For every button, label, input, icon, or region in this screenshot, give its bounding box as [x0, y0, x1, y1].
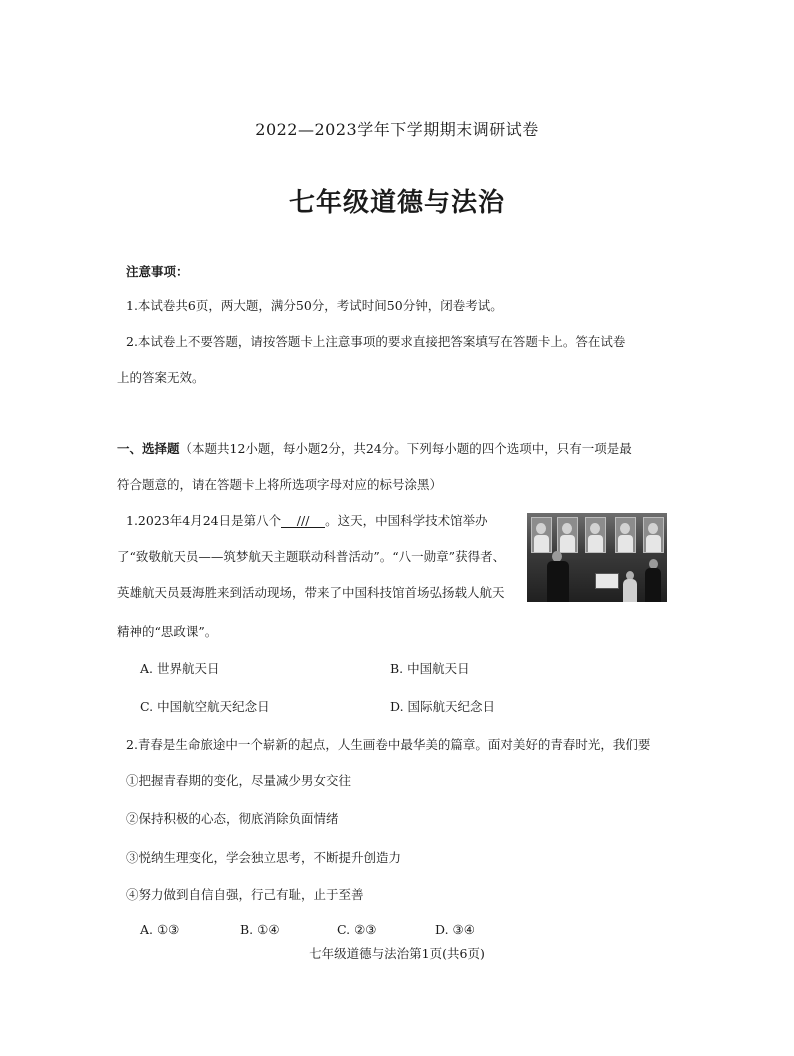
section-1-description: （本题共12小题，每小题2分，共24分。下列每小题的四个选项中，只有一项是最	[179, 441, 632, 456]
q1-line-3: 英雄航天员聂海胜来到活动现场，带来了中国科技馆首场弘扬载人航天	[117, 585, 505, 600]
q1-stem-start: 1.2023年4月24日是第八个	[126, 513, 282, 528]
notice-item-2-line-1: 2.本试卷上不要答题，请按答题卡上注意事项的要求直接把答案填写在答题卡上。答在试卷	[126, 334, 626, 349]
section-1-heading: 一、选择题	[117, 441, 180, 456]
q2-item-3: ③悦纳生理变化，学会独立思考，不断提升创造力	[126, 850, 402, 865]
q1-answer-blank: ///	[281, 514, 325, 528]
section-1-line-1	[117, 439, 632, 457]
q2-stem: 2.青春是生命旅途中一个崭新的起点，人生画卷中最华美的篇章。面对美好的青春时光，我们要	[126, 737, 651, 752]
page-footer: 七年级道德与法治第1页(共6页)	[309, 946, 485, 961]
q2-item-2: ②保持积极的心态，彻底消除负面情绪	[126, 811, 339, 826]
q2-option-a: A. ①③	[140, 922, 180, 937]
q1-option-c: C. 中国航空航天纪念日	[140, 699, 270, 714]
q1-line-2: 了“致敬航天员——筑梦航天主题联动科普活动”。“八一勋章”获得者、	[117, 549, 506, 564]
notice-item-2-line-2: 上的答案无效。	[117, 370, 205, 385]
q2-option-d: D. ③④	[435, 922, 475, 937]
astronaut-event-photo	[527, 513, 667, 602]
q1-option-d: D. 国际航天纪念日	[390, 699, 496, 714]
q1-option-b: B. 中国航天日	[390, 661, 470, 676]
q2-item-4: ④努力做到自信自强，行己有耻，止于至善	[126, 887, 364, 902]
q1-line-1	[126, 511, 488, 529]
notice-heading: 注意事项：	[126, 264, 189, 279]
section-1-line-2: 符合题意的，请在答题卡上将所选项字母对应的标号涂黑）	[117, 477, 443, 492]
notice-item-1: 1.本试卷共6页，两大题，满分50分，考试时间50分钟，闭卷考试。	[126, 298, 503, 313]
q2-option-c: C. ②③	[337, 922, 377, 937]
q1-line-4: 精神的“思政课”。	[117, 624, 218, 639]
q2-option-b: B. ①④	[240, 922, 280, 937]
q1-option-a: A. 世界航天日	[140, 661, 220, 676]
q2-item-1: ①把握青春期的变化，尽量减少男女交往	[126, 773, 352, 788]
subject-title: 七年级道德与法治	[288, 188, 505, 218]
q1-stem-continued: 。这天，中国科学技术馆举办	[325, 513, 488, 528]
exam-title: 2022—2023学年下学期期末调研试卷	[255, 120, 539, 139]
